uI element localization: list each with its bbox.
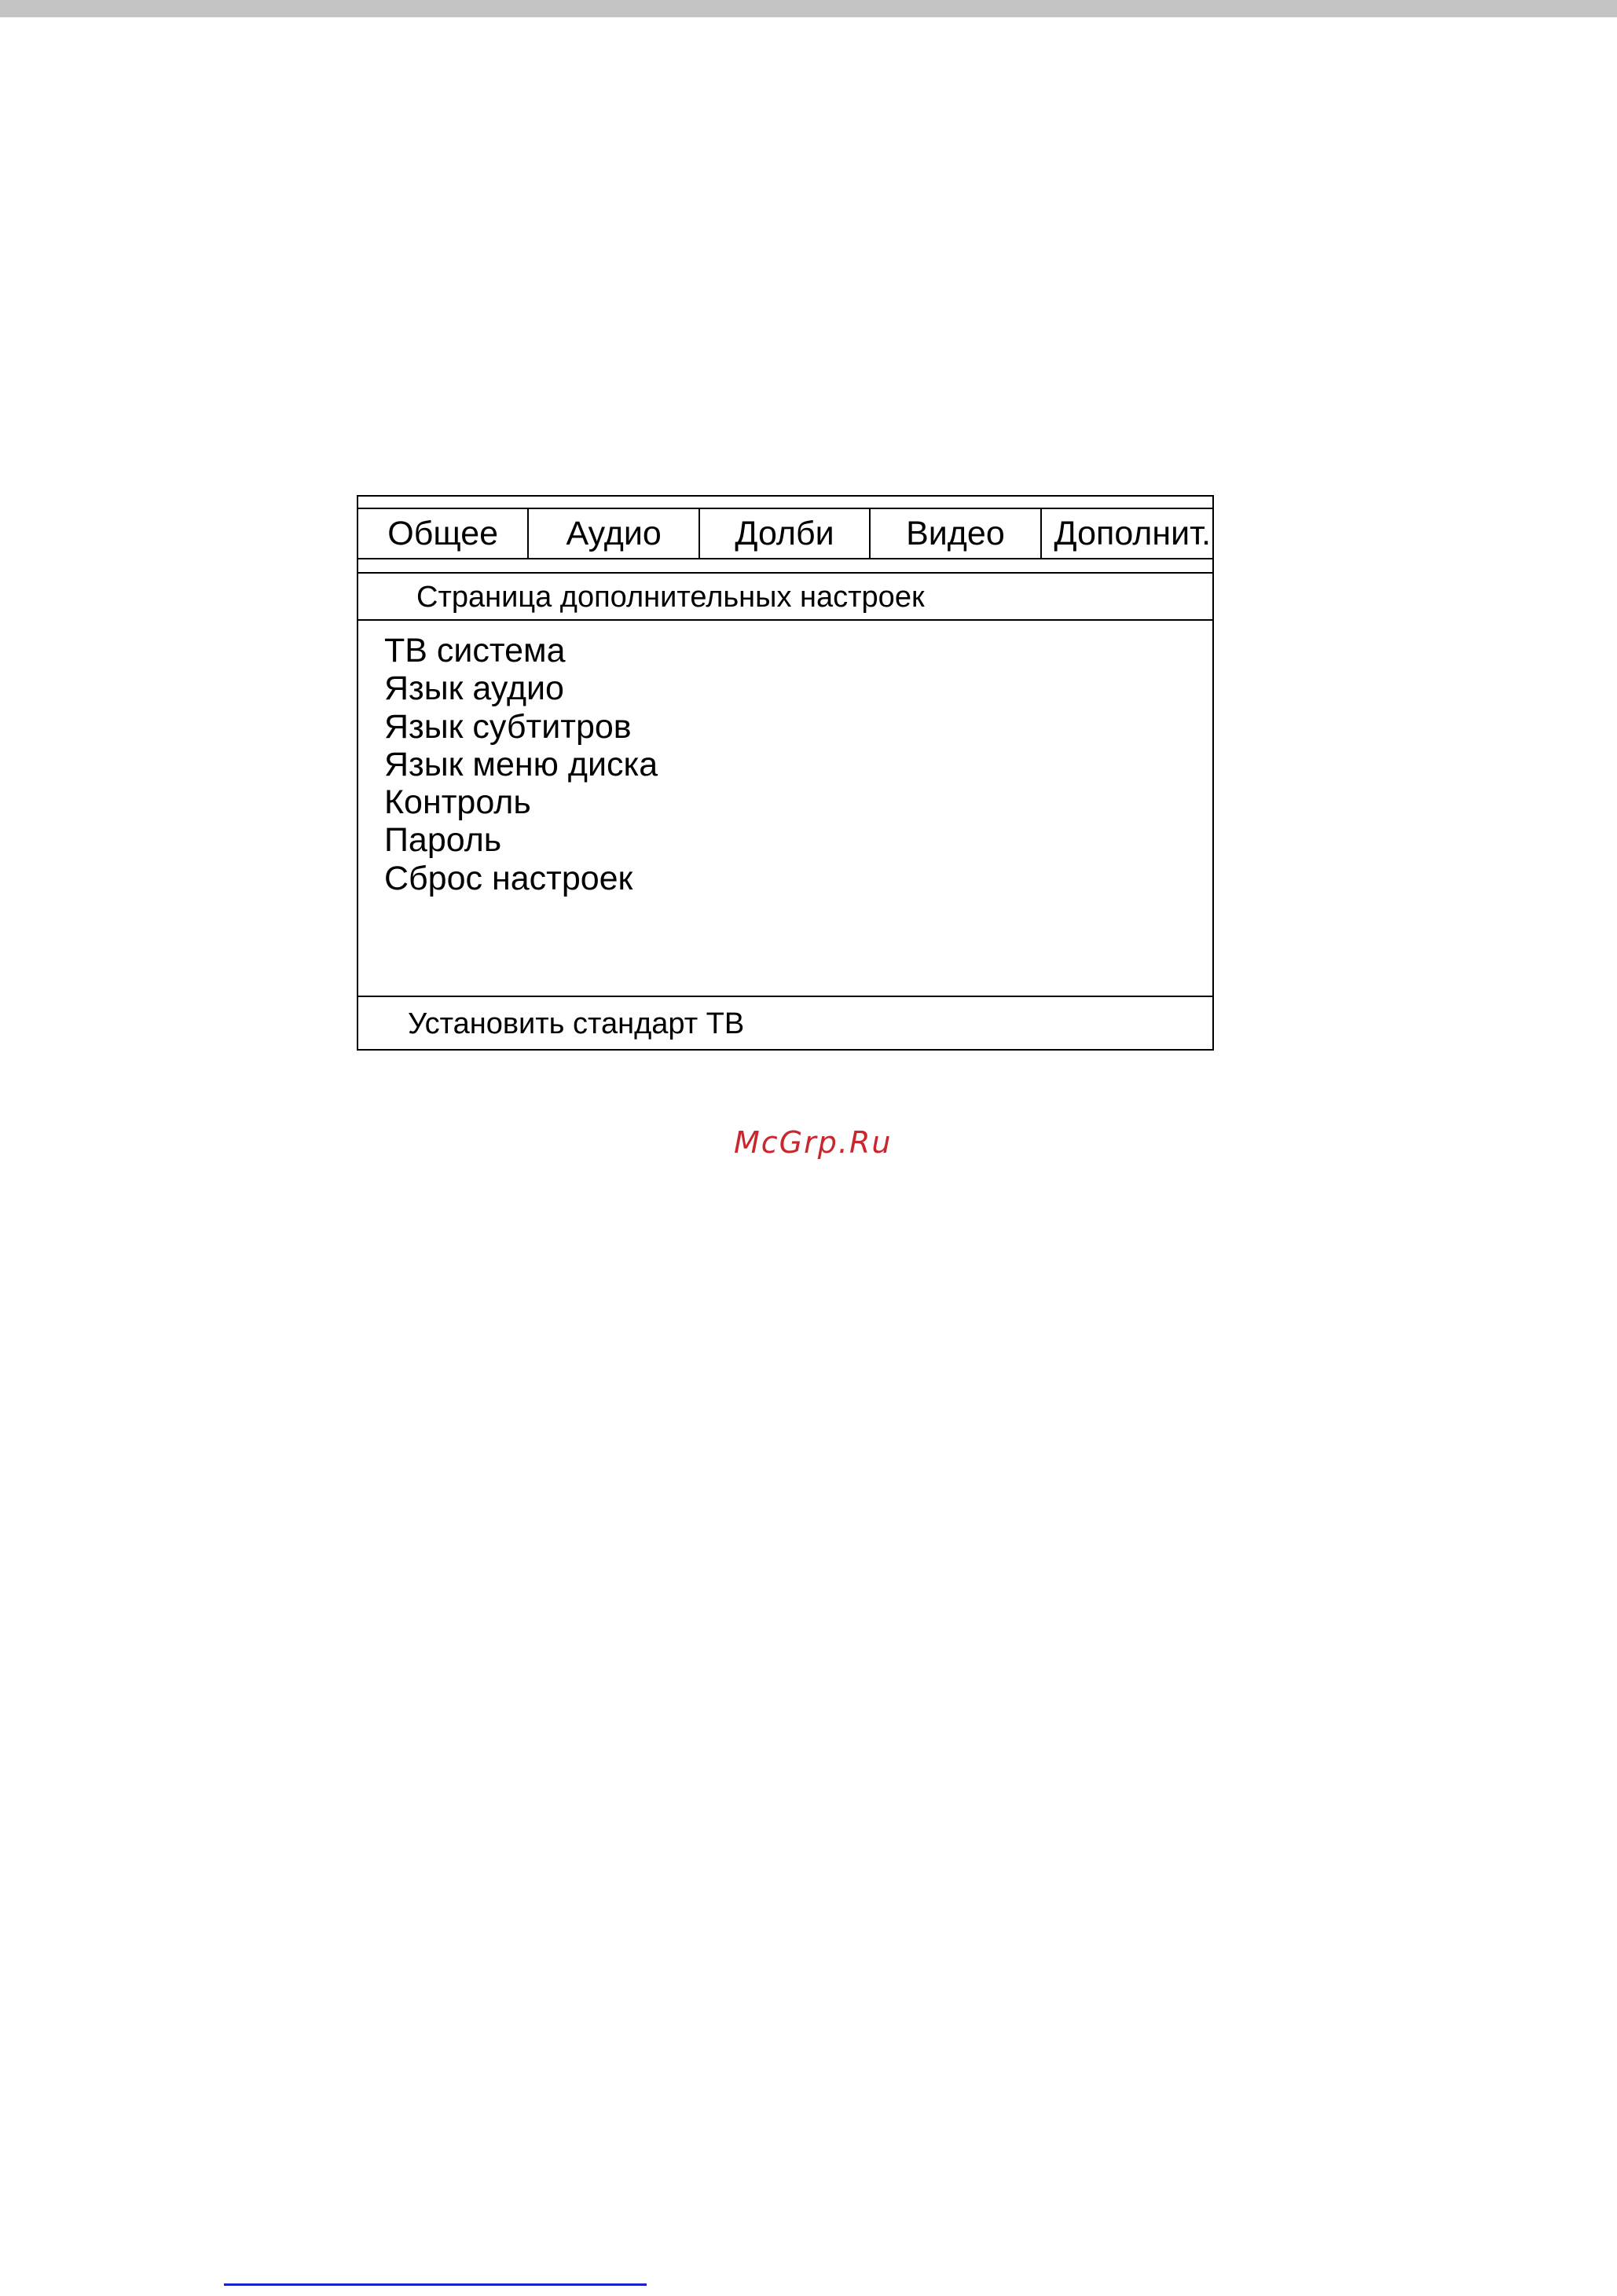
tab-advanced[interactable]: Дополнит.	[1054, 515, 1212, 552]
tabs-bottom-divider	[358, 558, 1212, 559]
page-title: Страница дополнительных настроек	[416, 581, 925, 614]
status-hint: Установить стандарт ТВ	[408, 1007, 745, 1040]
tab-bar	[358, 509, 1212, 558]
tab-dolby[interactable]: Долби	[700, 509, 871, 558]
menu-item-password[interactable]: Пароль	[384, 821, 502, 860]
menu-item-subtitle-language[interactable]: Язык субтитров	[384, 707, 632, 746]
menu-item-audio-language[interactable]: Язык аудио	[384, 669, 564, 708]
title-bottom-divider	[358, 619, 1212, 621]
tabs-top-divider	[358, 508, 1212, 509]
menu-item-reset-settings[interactable]: Сброс настроек	[384, 859, 633, 897]
menu-list	[384, 632, 658, 897]
title-top-divider	[358, 572, 1212, 574]
setup-menu	[357, 495, 1214, 1051]
menu-item-disc-menu-language[interactable]: Язык меню диска	[384, 745, 658, 783]
watermark: McGrp.Ru	[734, 1125, 893, 1160]
footnote-rule	[224, 2283, 647, 2286]
menu-item-parental-control[interactable]: Контроль	[384, 783, 531, 822]
tab-video[interactable]: Видео	[871, 509, 1041, 558]
top-bar	[0, 0, 1617, 17]
status-divider	[358, 996, 1212, 997]
tab-audio[interactable]: Аудио	[529, 509, 699, 558]
tab-general[interactable]: Общее	[358, 509, 529, 558]
menu-item-tv-system[interactable]: ТВ система	[384, 632, 566, 669]
